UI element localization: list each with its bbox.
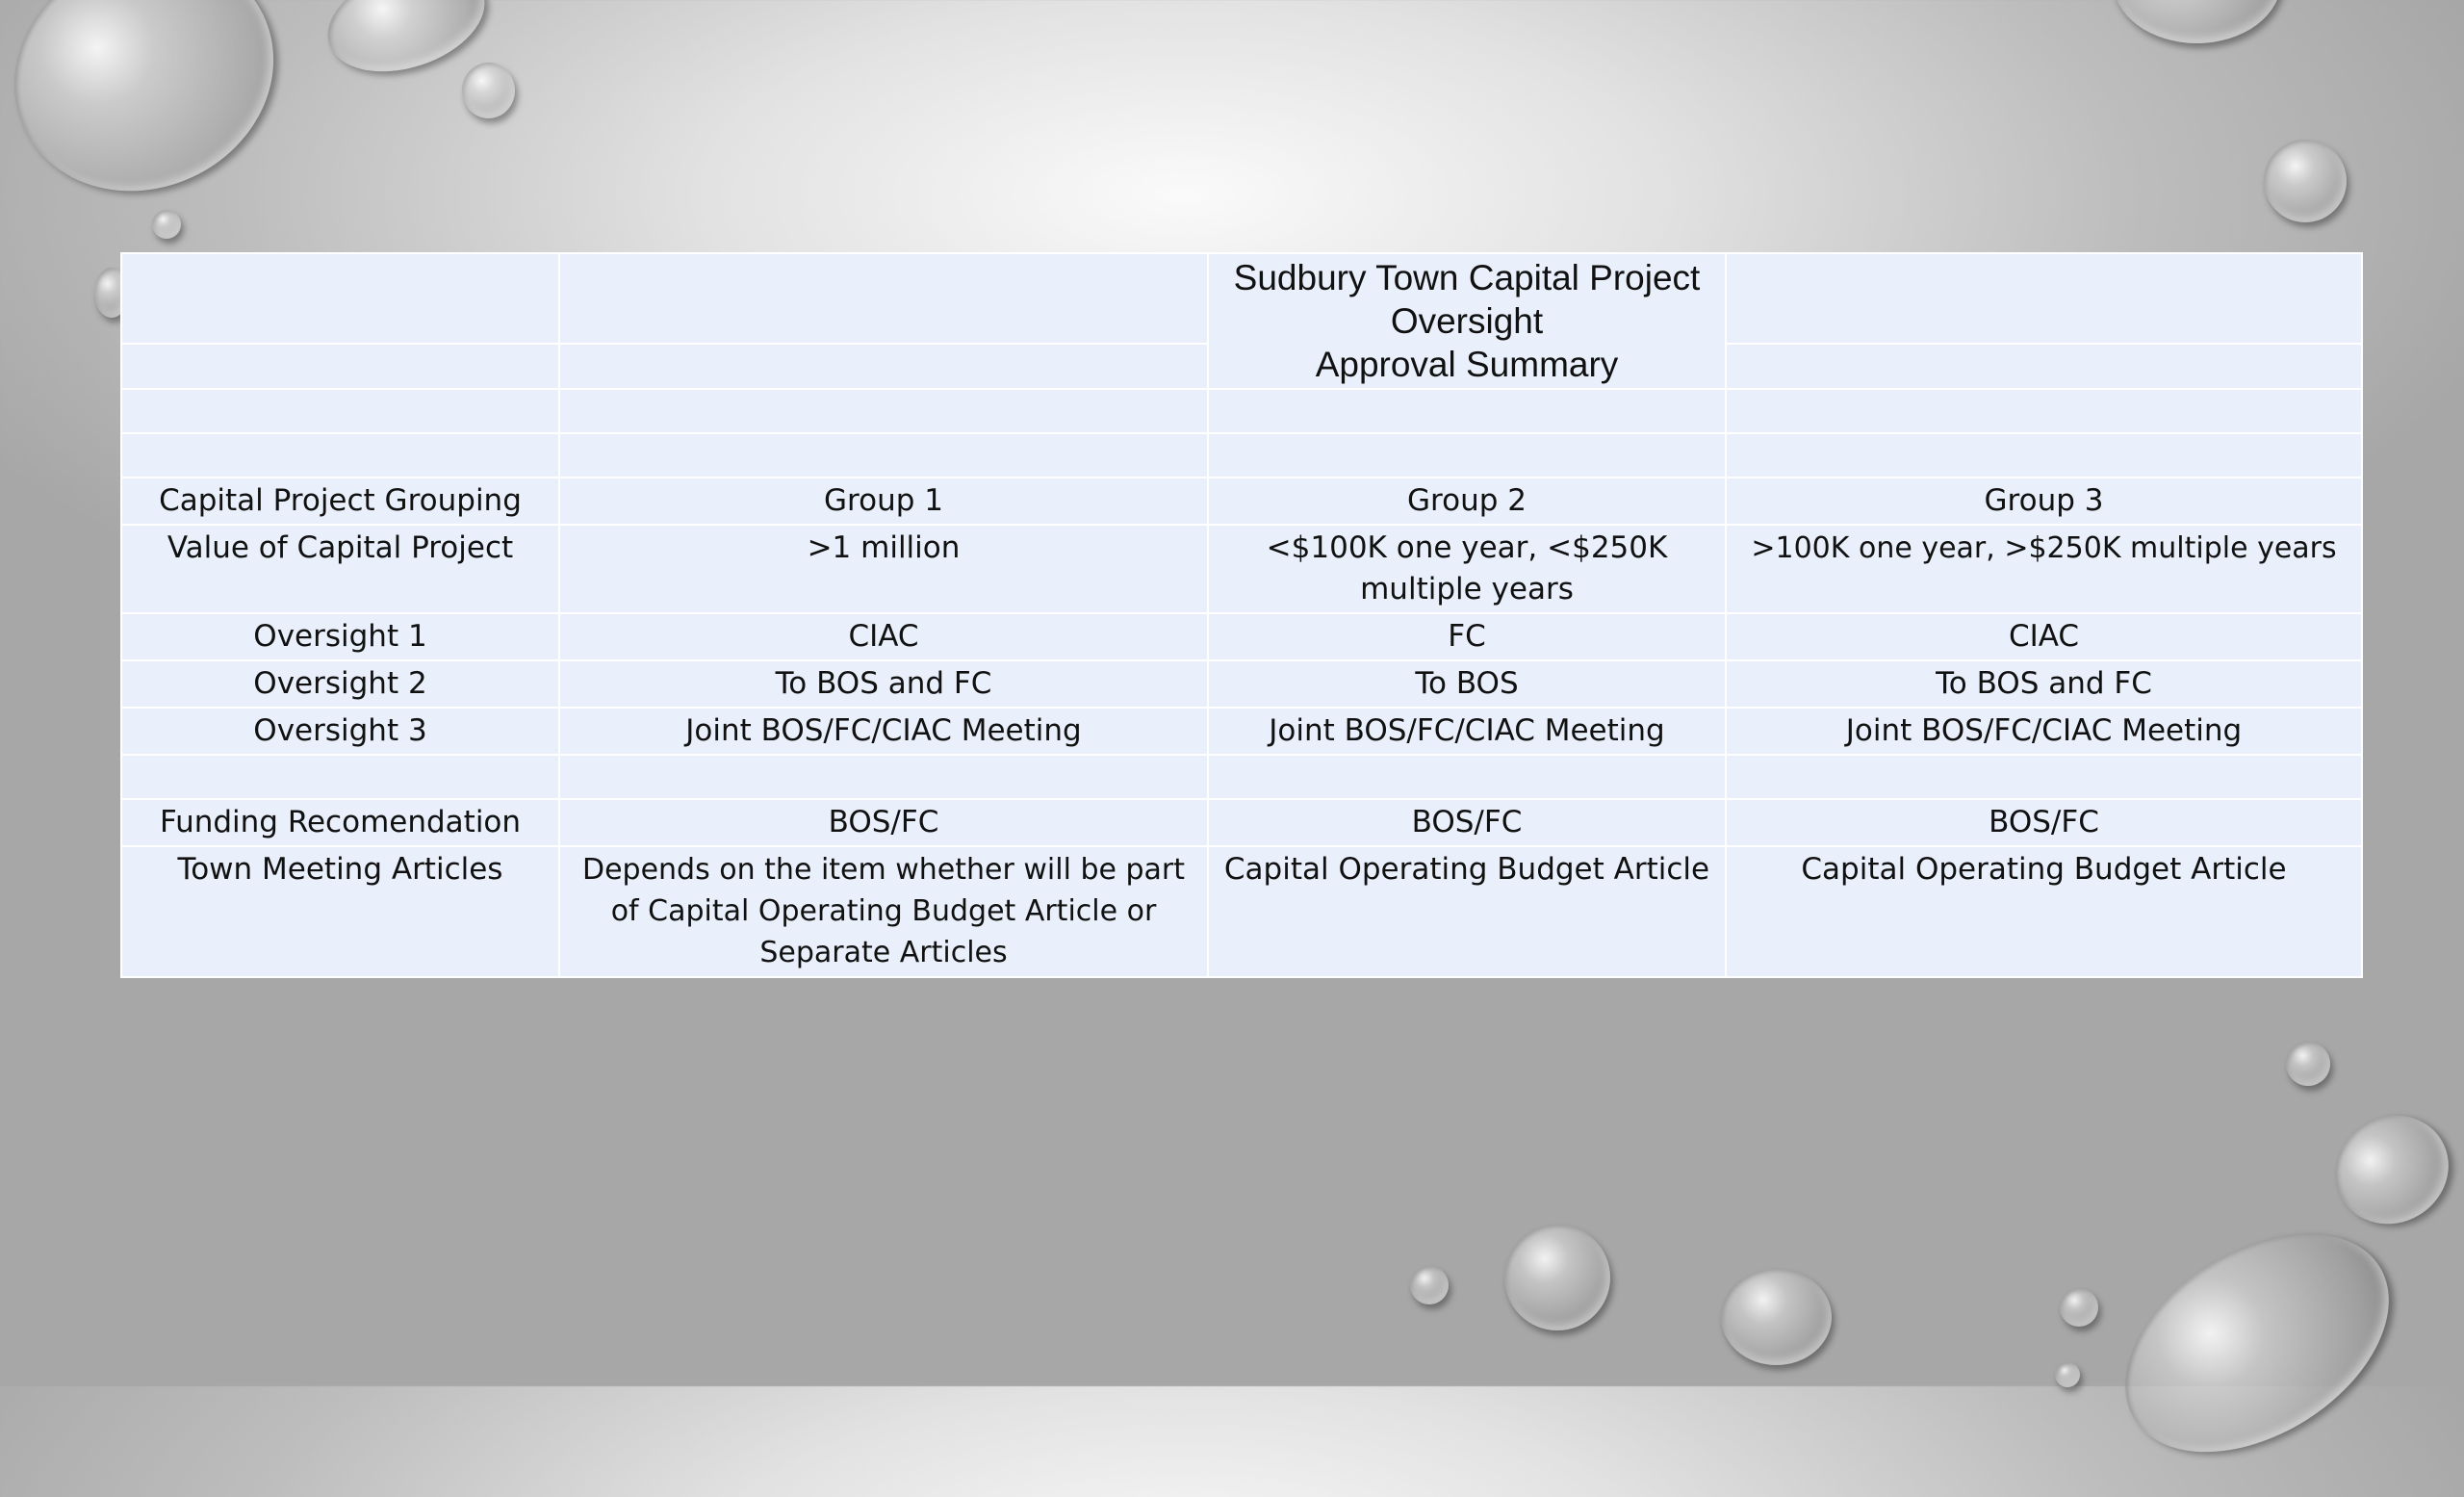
table-row xyxy=(121,477,2362,525)
table-cell xyxy=(559,755,1208,799)
group1-articles: Depends on the item whether will be part of Capital Operating Budget Article or Separate Articles xyxy=(559,846,1208,977)
table-row xyxy=(121,613,2362,660)
table-cell xyxy=(1726,389,2362,433)
water-droplet-decoration xyxy=(1410,1266,1449,1304)
water-droplet-decoration xyxy=(2086,1189,2427,1497)
group3-oversight2: To BOS and FC xyxy=(1726,660,2362,708)
group2-articles: Capital Operating Budget Article xyxy=(1208,846,1726,977)
table-row xyxy=(121,253,2362,344)
group2-header: Group 2 xyxy=(1208,477,1726,525)
title-line-2: Oversight xyxy=(1390,301,1544,341)
table-row xyxy=(121,755,2362,799)
water-droplet-decoration xyxy=(2060,1288,2098,1327)
water-droplet-decoration xyxy=(152,210,181,239)
group1-header: Group 1 xyxy=(559,477,1208,525)
water-droplet-decoration xyxy=(2316,1095,2464,1244)
row-label-articles: Town Meeting Articles xyxy=(121,846,559,977)
table-row xyxy=(121,708,2362,755)
group2-funding: BOS/FC xyxy=(1208,799,1726,846)
table-title xyxy=(1208,253,1726,389)
table-cell xyxy=(121,755,559,799)
approval-summary-table xyxy=(120,252,2363,978)
water-droplet-decoration xyxy=(1504,1225,1610,1330)
table-cell xyxy=(121,389,559,433)
table-cell xyxy=(559,433,1208,477)
group2-oversight2: To BOS xyxy=(1208,660,1726,708)
table-cell xyxy=(121,253,559,344)
row-label-oversight1: Oversight 1 xyxy=(121,613,559,660)
water-droplet-decoration xyxy=(2286,1042,2330,1086)
table-cell xyxy=(1208,389,1726,433)
table-row xyxy=(121,433,2362,477)
group3-funding: BOS/FC xyxy=(1726,799,2362,846)
table-row xyxy=(121,660,2362,708)
group3-value: >100K one year, >$250K multiple years xyxy=(1726,525,2362,613)
table-cell xyxy=(121,433,559,477)
group3-oversight3: Joint BOS/FC/CIAC Meeting xyxy=(1726,708,2362,755)
table-row xyxy=(121,799,2362,846)
table-row xyxy=(121,846,2362,977)
water-droplet-decoration xyxy=(0,0,313,233)
group1-oversight2: To BOS and FC xyxy=(559,660,1208,708)
group1-funding: BOS/FC xyxy=(559,799,1208,846)
table-row xyxy=(121,389,2362,433)
table-cell xyxy=(1208,755,1726,799)
table-cell xyxy=(559,389,1208,433)
group3-articles: Capital Operating Budget Article xyxy=(1726,846,2362,977)
group1-oversight1: CIAC xyxy=(559,613,1208,660)
table-cell xyxy=(559,253,1208,344)
table-cell xyxy=(1208,433,1726,477)
table-cell xyxy=(1726,433,2362,477)
group3-oversight1: CIAC xyxy=(1726,613,2362,660)
table-cell xyxy=(1726,344,2362,389)
title-line-3: Approval Summary xyxy=(1315,345,1619,384)
water-droplet-decoration xyxy=(1721,1269,1832,1365)
table-row xyxy=(121,525,2362,613)
row-label-oversight3: Oversight 3 xyxy=(121,708,559,755)
water-droplet-decoration xyxy=(2113,0,2281,43)
table-cell xyxy=(1726,755,2362,799)
row-label-oversight2: Oversight 2 xyxy=(121,660,559,708)
water-droplet-decoration xyxy=(2264,140,2347,222)
title-line-1: Sudbury Town Capital Project xyxy=(1233,258,1701,297)
table-cell xyxy=(1726,253,2362,344)
group1-value: >1 million xyxy=(559,525,1208,613)
water-droplet-decoration xyxy=(462,63,515,118)
group2-value: <$100K one year, <$250K multiple years xyxy=(1208,525,1726,613)
table-cell xyxy=(121,344,559,389)
row-label-funding: Funding Recomendation xyxy=(121,799,559,846)
row-label-value: Value of Capital Project xyxy=(121,525,559,613)
row-label-grouping: Capital Project Grouping xyxy=(121,477,559,525)
group3-header: Group 3 xyxy=(1726,477,2362,525)
group1-oversight3: Joint BOS/FC/CIAC Meeting xyxy=(559,708,1208,755)
table-cell xyxy=(559,344,1208,389)
group2-oversight3: Joint BOS/FC/CIAC Meeting xyxy=(1208,708,1726,755)
group2-oversight1: FC xyxy=(1208,613,1726,660)
water-droplet-decoration xyxy=(2055,1362,2080,1387)
